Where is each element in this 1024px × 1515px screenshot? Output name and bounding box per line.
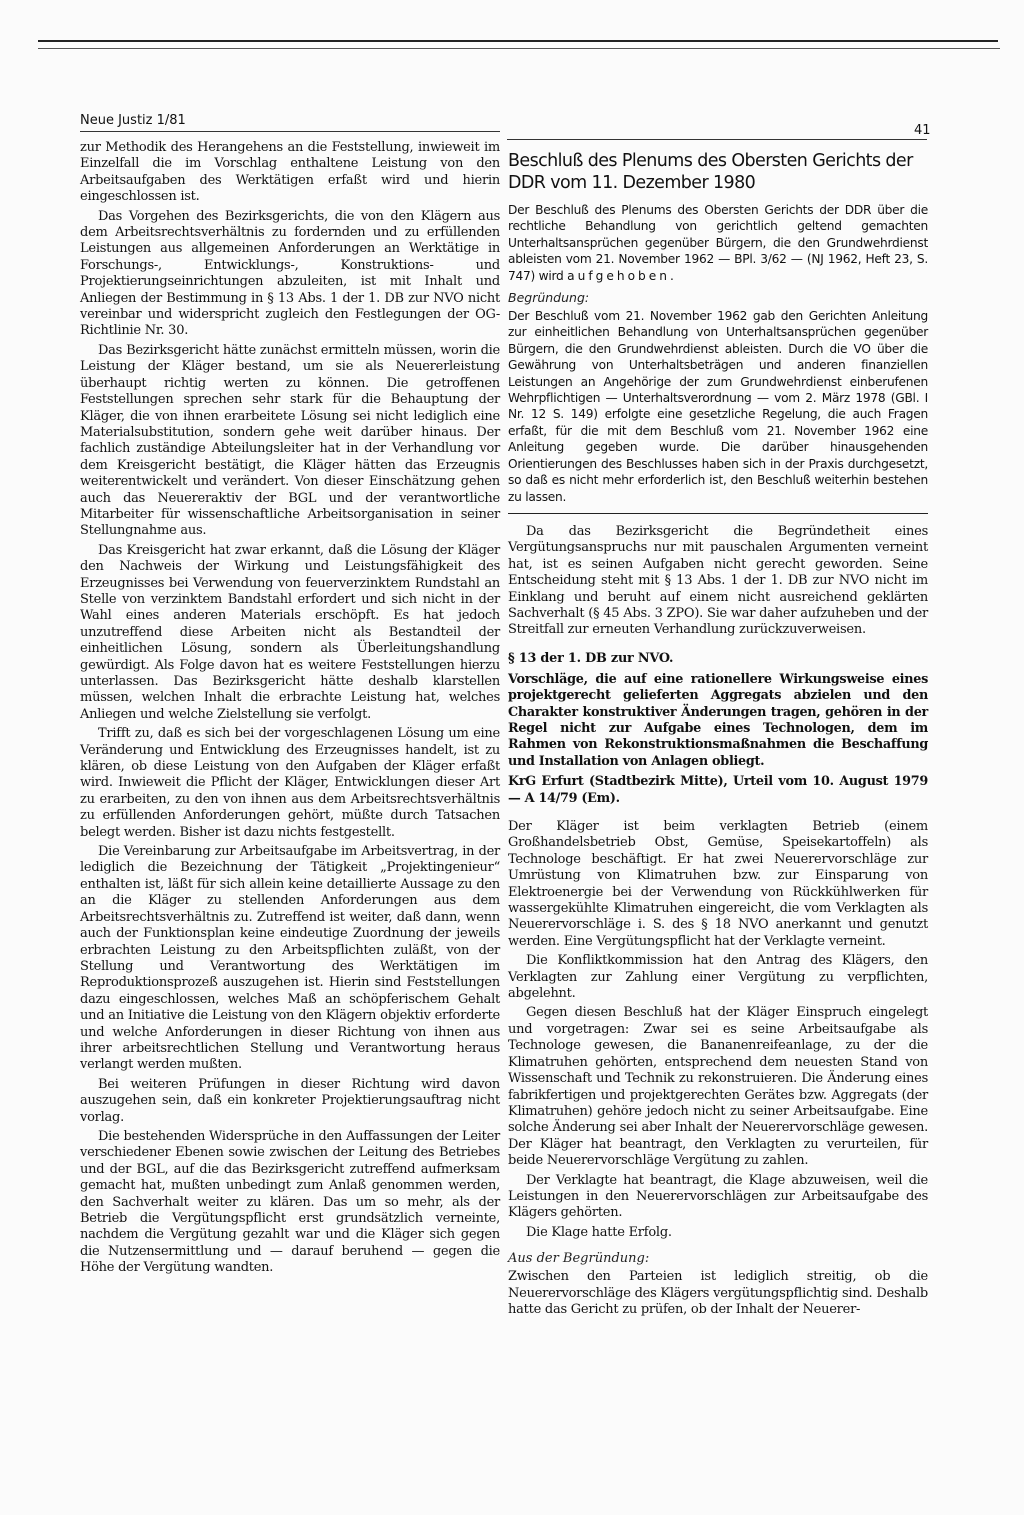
left-paragraph: Trifft zu, daß es sich bei der vorgeschlagenen Lösung um eine Veränderung und Entwicklung des Erzeugnisses handelt, ist zu klären, ob diese Leistung von den Aufgaben der Kläger erfaßt wird. Inwieweit die Pflicht der Kläger, Entwicklungen dieser Art zu erarbeiten, zu den von ihnen aus dem Arbeitsrechtsverhältnis zu erfüllenden Anforderungen gehört, müßte durch Tatsachen belegt werden. Bisher ist dazu nichts festgestellt. xyxy=(80,726,500,840)
reasoning-label: Aus der Begründung: xyxy=(508,1251,650,1267)
case-paragraph: Der Verklagte hat beantragt, die Klage abzuweisen, weil die Leistungen in den Neuerervorschlägen zur Arbeitsaufgabe des Klägers gehörten. xyxy=(508,1172,928,1221)
running-head: Neue Justiz 1/81 xyxy=(80,113,186,128)
headnote: Vorschläge, die auf eine rationellere Wirkungsweise eines projektgerecht gelieferten Aggregats abzielen und den Charakter konstruktiver Änderungen tragen, gehören in der Regel nicht zur Aufgabe eines Technologen, dem im Rahmen von Rekonstruktionsmaßnahmen die Beschaffung und Installation von Anlagen obliegt. xyxy=(508,671,928,769)
left-paragraph: Die Vereinbarung zur Arbeitsaufgabe im Arbeitsvertrag, in der lediglich die Bezeichnung der Tätigkeit „Projektingenieur“ enthalten ist, läßt für sich allein keine detaillierte Aussage zu den an die Kläger zu stellenden Anforderungen aus dem Arbeitsrechtsverhältnis zu. Zutreffend ist weiter, daß dann, wenn auch der Funktionsplan keine eindeutige Zuordnung der jeweils erbrachten Leistung zu den Arbeitspflichten zuläßt, von der Stellung und Verantwortung des Werktätigen im Reproduktionsprozeß auszugehen ist. Hierin sind Feststellungen dazu eingeschlossen, welches Maß an schöpferischem Gehalt und an Initiative die Leistung von den Klägern objektiv erforderte und welche Anforderungen in dieser Richtung von ihnen aus ihrer arbeitsrechtlichen Stellung und Verantwortung heraus verlangt werden mußten. xyxy=(80,844,500,1073)
case-paragraph: Die Konfliktkommission hat den Antrag des Klägers, den Verklagten zur Zahlung einer Vergütung zu verpflichten, abgelehnt. xyxy=(508,953,928,1002)
left-paragraph: Das Bezirksgericht hätte zunächst ermitteln müssen, worin die Leistung der Kläger bestand, um sie als Neuererleistung überhaupt richtig werten zu können. Die getroffenen Feststellungen sprechen sehr stark für die Behauptung der Kläger, die von ihnen erarbeitete Lösung sei nicht lediglich eine Materialsubstitution, sondern gehe weit darüber hinaus. Der fachlich zuständige Abteilungsleiter hat in der Verhandlung vor dem Kreisgericht bestätigt, die Kläger hätten das Erzeugnis weiterentwickelt und verändert. Von dieser Einschätzung gehen auch das Neuereraktiv der BGL und der verantwortliche Mitarbeiter für wissenschaftliche Arbeitsorganisation in seiner Stellungnahme aus. xyxy=(80,342,500,539)
left-paragraph: Das Kreisgericht hat zwar erkannt, daß die Lösung der Kläger den Nachweis der Wirkung und Leistungsfähigkeit des Erzeugnisses bei Verwendung von feuerverzinktem Rundstahl an Stelle von verzinktem Bandstahl erfordert und sich nicht in der Wahl eines anderen Materials erschöpft. Es hat jedoch unzutreffend diese Arbeiten nicht als Bestandteil der einheitlichen Lösung, sondern als Überleitungshandlung gewürdigt. Als Folge davon hat es weitere Feststellungen hierzu unterlassen. Das Bezirksgericht hätte deshalb klarstellen müssen, welchen Inhalt die erbrachte Leistung hat, welches Anliegen und welche Zielstellung sie verfolgt. xyxy=(80,542,500,722)
left-paragraph: zur Methodik des Herangehens an die Feststellung, inwieweit im Einzelfall die im Vorschlag enthaltene Leistung von den Arbeitsaufgaben des Werktätigen erfaßt wird und hierin eingeschlossen ist. xyxy=(80,140,500,205)
top-border-rule xyxy=(38,40,998,42)
court-citation: KrG Erfurt (Stadtbezirk Mitte), Urteil vom 10. August 1979 — A 14/79 (Em). xyxy=(508,774,928,806)
header-rule-left xyxy=(80,131,500,132)
left-paragraph: Die bestehenden Widersprüche in den Auffassungen der Leiter verschiedener Ebenen sowie zwischen der Leitung des Betriebes und der BGL, auf die das Bezirksgericht zutreffend aufmerksam gemacht hat, mußten unbedingt zum Anlaß genommen werden, den Sachverhalt weiter zu klären. Das um so mehr, als der Betrieb die Vergütungspflicht erst grundsätzlich verneinte, nachdem die Vergütung gezahlt war und die Kläger sich gegen die Nutzensermittlung und — darauf beruhend — gegen die Höhe der Vergütung wandten. xyxy=(80,1128,500,1276)
plenum-decision-block xyxy=(508,202,928,505)
right-column xyxy=(508,150,928,1321)
reasoning-paragraph: Zwischen den Parteien ist lediglich streitig, ob die Neuerervorschläge des Klägers vergütungspflichtig sind. Deshalb hatte das Gericht zu prüfen, ob der Inhalt der Neuerer- xyxy=(508,1269,928,1317)
left-paragraph: Bei weiteren Prüfungen in dieser Richtung wird davon auszugehen sein, daß ein konkreter Projektierungsauftrag nicht vorlag. xyxy=(80,1076,500,1125)
plenum-decision-main: Der Beschluß des Plenums des Obersten Gerichts der DDR über die rechtliche Behandlung von gerichtlich geltend gemachten Unterhaltsansprüchen gegenüber Bürgern, die den Grundwehrdienst ableisten vom 21. November 1962 — BPl. 3/62 — (NJ 1962, Heft 23, S. 747) wird xyxy=(508,203,928,283)
begruendung-text: Der Beschluß vom 21. November 1962 gab den Gerichten Anleitung zur einheitlichen Behandlung von Unterhaltsansprüchen gegenüber Bürgern, die den Grundwehrdienst ableisten. Durch die VO über die Gewährung von Unterhaltsbeträgen und anderen finanziellen Leistungen an Angehörige der zum Grundwehrdienst einberufenen Wehrpflichtigen — Unterhaltsverordnung — vom 2. März 1978 (GBl. I Nr. 12 S. 149) erfolgte eine gesetzliche Regelung, die auch Fragen erfaßt, für die mit dem Beschluß vom 21. November 1962 eine Anleitung gegeben wurde. Die darüber hinausgehenden Orientierungen des Beschlusses haben sich in der Praxis durchgesetzt, so daß es nicht mehr erforderlich ist, den Beschluß weiterhin bestehen zu lassen. xyxy=(508,309,928,504)
plenum-decision-title: Beschluß des Plenums des Obersten Gerichts der DDR vom 11. Dezember 1980 xyxy=(508,151,913,193)
left-paragraph: Das Vorgehen des Bezirksgerichts, die von den Klägern aus dem Arbeitsrechtsverhältnis zu fordernden und zu erfüllenden Leistungen aus allgemeinen Anforderungen an Werktätige in Forschungs-, Entwicklungs-, Konstruktions- und Projektierungseinrichtungen abzuleiten, ist mit Inhalt und Anliegen der Bestimmung in § 13 Abs. 1 der 1. DB zur NVO nicht vereinbar und widerspricht zugleich den Festlegungen der OG-Richtlinie Nr. 30. xyxy=(80,208,500,339)
page-number: 41 xyxy=(914,123,931,138)
case-paragraph: Der Kläger ist beim verklagten Betrieb (einem Großhandelsbetrieb Obst, Gemüse, Speisekartoffeln) als Technologe beschäftigt. Er hat zwei Neuerervorschläge zur Umrüstung von Klimatruhen bzw. zur Einsparung von Elektroenergie bei der Verwendung von Rückkühlwerken für wassergekühlte Klimatruhen eingereicht, die vom Verklagten als Neuerervorschläge i. S. des § 18 NVO anerkannt und genutzt werden. Eine Vergütungspflicht hat der Verklagte verneint. xyxy=(508,819,928,949)
plenum-decision-ruling: aufgehoben. xyxy=(567,268,677,283)
begruendung-label: Begründung: xyxy=(508,290,590,306)
section-divider xyxy=(508,513,928,514)
case-paragraph: Die Klage hatte Erfolg. xyxy=(526,1224,672,1240)
plenum-decision-text xyxy=(508,202,928,284)
case-paragraph: Gegen diesen Beschluß hat der Kläger Einspruch eingelegt und vorgetragen: Zwar sei es seine Arbeitsaufgabe als Technologe gewesen, die Bananenreifeanlage, zu der die Klimatruhen gehörten, entsprechend dem neuesten Stand von Wissenschaft und Technik zu rekonstruieren. Die Änderung eines fabrikfertigen und projektgerechten Gerätes bzw. Aggregats (der Klimatruhen) gehöre jedoch nicht zu seiner Arbeitsaufgabe. Eine solche Änderung sei aber Inhalt der Neuerervorschläge gewesen. Der Kläger hat beantragt, den Verklagten zu verurteilen, für beide Neuerervorschläge Vergütung zu zahlen. xyxy=(508,1005,928,1169)
continuation-paragraph: Da das Bezirksgericht die Begründetheit eines Vergütungsanspruchs nur mit pauschalen Argumenten verneint hat, ist es seinen Aufgaben nicht gerecht geworden. Seine Entscheidung steht mit § 13 Abs. 1 der 1. DB zur NVO nicht im Einklang und beruht auf einem nicht ausreichend geklärten Sachverhalt (§ 45 Abs. 3 ZPO). Sie war daher aufzuheben und der Streitfall zur erneuten Verhandlung zurückzuverweisen. xyxy=(508,523,928,638)
section-heading: § 13 der 1. DB zur NVO. xyxy=(508,650,674,666)
left-column xyxy=(80,140,500,1277)
top-border-rule-thin xyxy=(38,48,1000,49)
header-rule-right xyxy=(507,139,927,140)
